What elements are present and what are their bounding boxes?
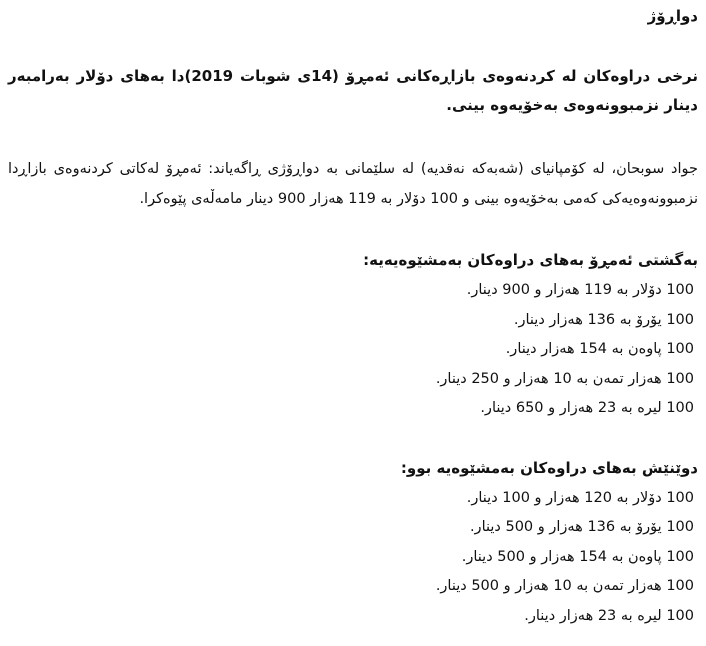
today-rates-list <box>8 276 698 424</box>
rate-item-eur-today: 100 یۆرۆ بە 136 هەزار دینار. <box>513 311 694 328</box>
rate-item-usd-today: 100 دۆلار بە 119 هەزار و 900 دینار. <box>466 282 694 298</box>
source-title: دواڕۆژ <box>647 7 698 25</box>
rate-item-gbp-yesterday: 100 پاوەن بە 154 هەزار و 500 دینار. <box>461 548 694 565</box>
today-rates-heading: بەگشتی ئەمڕۆ بەهای دراوەکان بەمشێوەیەیە: <box>363 251 698 269</box>
rate-item-irr-today: 100 هەزار تمەن بە 10 هەزار و 250 دینار. <box>435 370 694 387</box>
headline: نرخی دراوەکان لە کردنەوەی بازاڕەکانی ئەمڕۆ (14ی شوبات 2019)دا بەهای دۆلار بەرامبەر دینار نزمبوونەوەی بەخۆیەوە بینی. <box>8 67 699 114</box>
rate-item-eur-yesterday: 100 یۆرۆ بە 136 هەزار و 500 دینار. <box>469 519 694 535</box>
rate-item-usd-yesterday: 100 دۆلار بە 120 هەزار و 100 دینار. <box>466 489 694 506</box>
body-paragraph: جواد سوبحان، لە کۆمپانیای (شەبەکە نەقدیە) لە سلێمانی بە دواڕۆژی ڕاگەیاند: ئەمڕۆ لەکاتی کردنەوەی بازاڕدا نزمبوونەوەیەکی کەمی بەخۆیەوە بینی و 100 دۆلار بە 119 هەزار 900 دینار مامەڵەی پێوەکرا. <box>8 161 698 207</box>
rate-item-gbp-today: 100 پاوەن بە 154 هەزار دینار. <box>505 341 694 357</box>
yesterday-rates-heading: دوێنێش بەهای دراوەکان بەمشێوەیە بوو: <box>400 458 698 477</box>
rate-item-irr-yesterday: 100 هەزار تمەن بە 10 هەزار و 500 دینار. <box>435 578 694 594</box>
rate-item-try-today: 100 لیرە بە 23 هەزار و 650 دینار. <box>480 400 694 416</box>
yesterday-rates-list <box>8 484 698 632</box>
rate-item-try-yesterday: 100 لیرە بە 23 هەزار دینار. <box>524 607 694 624</box>
